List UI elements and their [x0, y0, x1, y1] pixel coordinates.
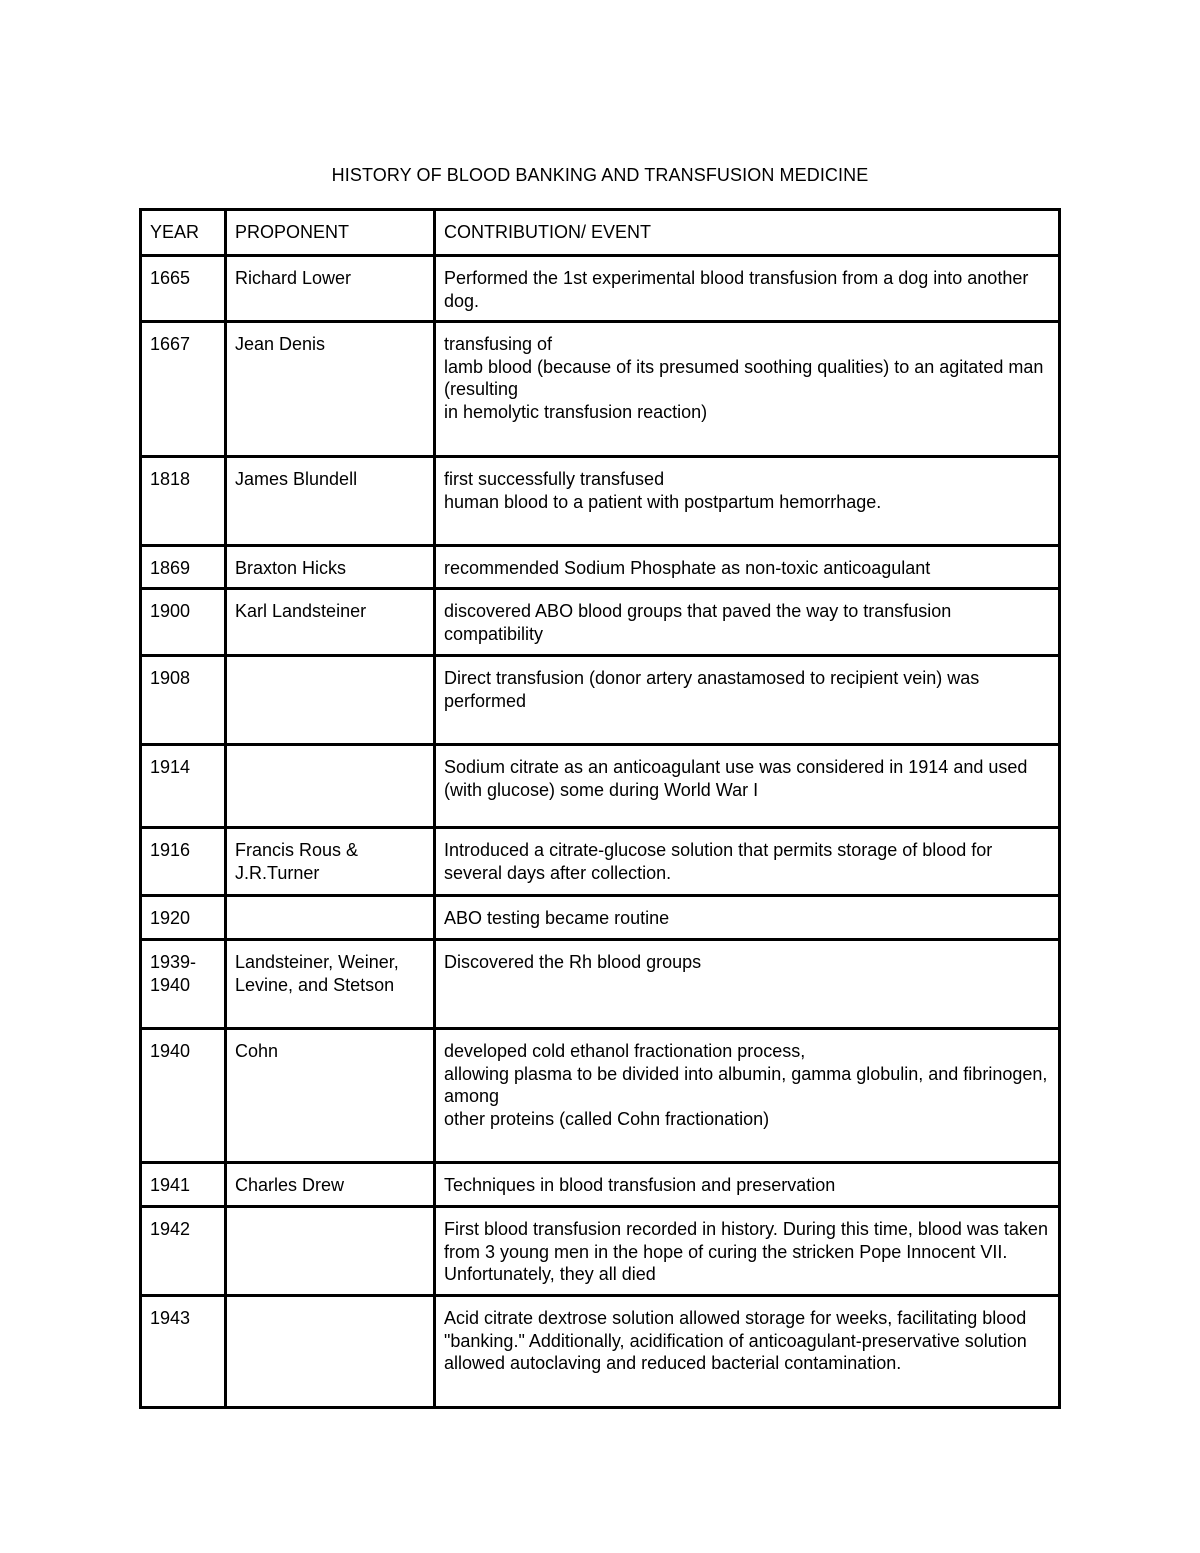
page-title: HISTORY OF BLOOD BANKING AND TRANSFUSION MEDICINE — [331, 165, 869, 185]
contribution-cell: Introduced a citrate-glucose solution that permits storage of blood for several days after collection. — [435, 828, 1060, 896]
proponent-cell — [226, 1207, 435, 1296]
contribution-cell: Acid citrate dextrose solution allowed storage for weeks, facilitating blood "banking." Additionally, acidification of anticoagulant-preservative solution allowed autoclaving and reduced bacterial contamination. — [435, 1296, 1060, 1408]
table-row — [141, 1163, 1060, 1207]
proponent-cell: Charles Drew — [226, 1163, 435, 1207]
table-row — [141, 828, 1060, 896]
year-cell: 1818 — [141, 457, 226, 546]
contribution-cell: recommended Sodium Phosphate as non-toxic anticoagulant — [435, 546, 1060, 589]
table-row — [141, 1207, 1060, 1296]
contribution-cell: developed cold ethanol fractionation process, allowing plasma to be divided into albumin, gamma globulin, and fibrinogen, among other proteins (called Cohn fractionation) — [435, 1029, 1060, 1163]
history-table — [139, 208, 1061, 1409]
year-cell: 1914 — [141, 745, 226, 828]
table-row — [141, 940, 1060, 1029]
proponent-cell: James Blundell — [226, 457, 435, 546]
proponent-cell: Cohn — [226, 1029, 435, 1163]
contribution-cell: Direct transfusion (donor artery anastamosed to recipient vein) was performed — [435, 656, 1060, 745]
table-row — [141, 256, 1060, 322]
table-row — [141, 896, 1060, 940]
year-cell: 1941 — [141, 1163, 226, 1207]
contribution-cell: First blood transfusion recorded in history. During this time, blood was taken from 3 young men in the hope of curing the stricken Pope Innocent VII. Unfortunately, they all died — [435, 1207, 1060, 1296]
proponent-cell: Jean Denis — [226, 322, 435, 457]
proponent-cell: Braxton Hicks — [226, 546, 435, 589]
table-row — [141, 546, 1060, 589]
contribution-cell: transfusing of lamb blood (because of its presumed soothing qualities) to an agitated man (resulting in hemolytic transfusion reaction) — [435, 322, 1060, 457]
header-year: YEAR — [141, 210, 226, 256]
year-cell: 1900 — [141, 589, 226, 656]
proponent-cell: Richard Lower — [226, 256, 435, 322]
year-cell: 1920 — [141, 896, 226, 940]
proponent-cell — [226, 656, 435, 745]
table-row — [141, 745, 1060, 828]
proponent-cell — [226, 896, 435, 940]
table-row — [141, 1029, 1060, 1163]
year-cell: 1665 — [141, 256, 226, 322]
year-cell: 1940 — [141, 1029, 226, 1163]
proponent-cell — [226, 745, 435, 828]
table-row — [141, 589, 1060, 656]
year-cell: 1908 — [141, 656, 226, 745]
proponent-cell: Karl Landsteiner — [226, 589, 435, 656]
year-cell: 1869 — [141, 546, 226, 589]
contribution-cell: discovered ABO blood groups that paved the way to transfusion compatibility — [435, 589, 1060, 656]
header-contribution: CONTRIBUTION/ EVENT — [435, 210, 1060, 256]
table-row — [141, 656, 1060, 745]
table-header-row — [141, 210, 1060, 256]
table-row — [141, 1296, 1060, 1408]
table-row — [141, 322, 1060, 457]
contribution-cell: Techniques in blood transfusion and preservation — [435, 1163, 1060, 1207]
proponent-cell: Francis Rous & J.R.Turner — [226, 828, 435, 896]
proponent-cell — [226, 1296, 435, 1408]
contribution-cell: Performed the 1st experimental blood transfusion from a dog into another dog. — [435, 256, 1060, 322]
year-cell: 1942 — [141, 1207, 226, 1296]
contribution-cell: ABO testing became routine — [435, 896, 1060, 940]
proponent-cell: Landsteiner, Weiner, Levine, and Stetson — [226, 940, 435, 1029]
year-cell: 1667 — [141, 322, 226, 457]
contribution-cell: first successfully transfused human blood to a patient with postpartum hemorrhage. — [435, 457, 1060, 546]
contribution-cell: Discovered the Rh blood groups — [435, 940, 1060, 1029]
year-cell: 1916 — [141, 828, 226, 896]
year-cell: 1939- 1940 — [141, 940, 226, 1029]
table-row — [141, 457, 1060, 546]
contribution-cell: Sodium citrate as an anticoagulant use was considered in 1914 and used (with glucose) some during World War I — [435, 745, 1060, 828]
year-cell: 1943 — [141, 1296, 226, 1408]
header-proponent: PROPONENT — [226, 210, 435, 256]
